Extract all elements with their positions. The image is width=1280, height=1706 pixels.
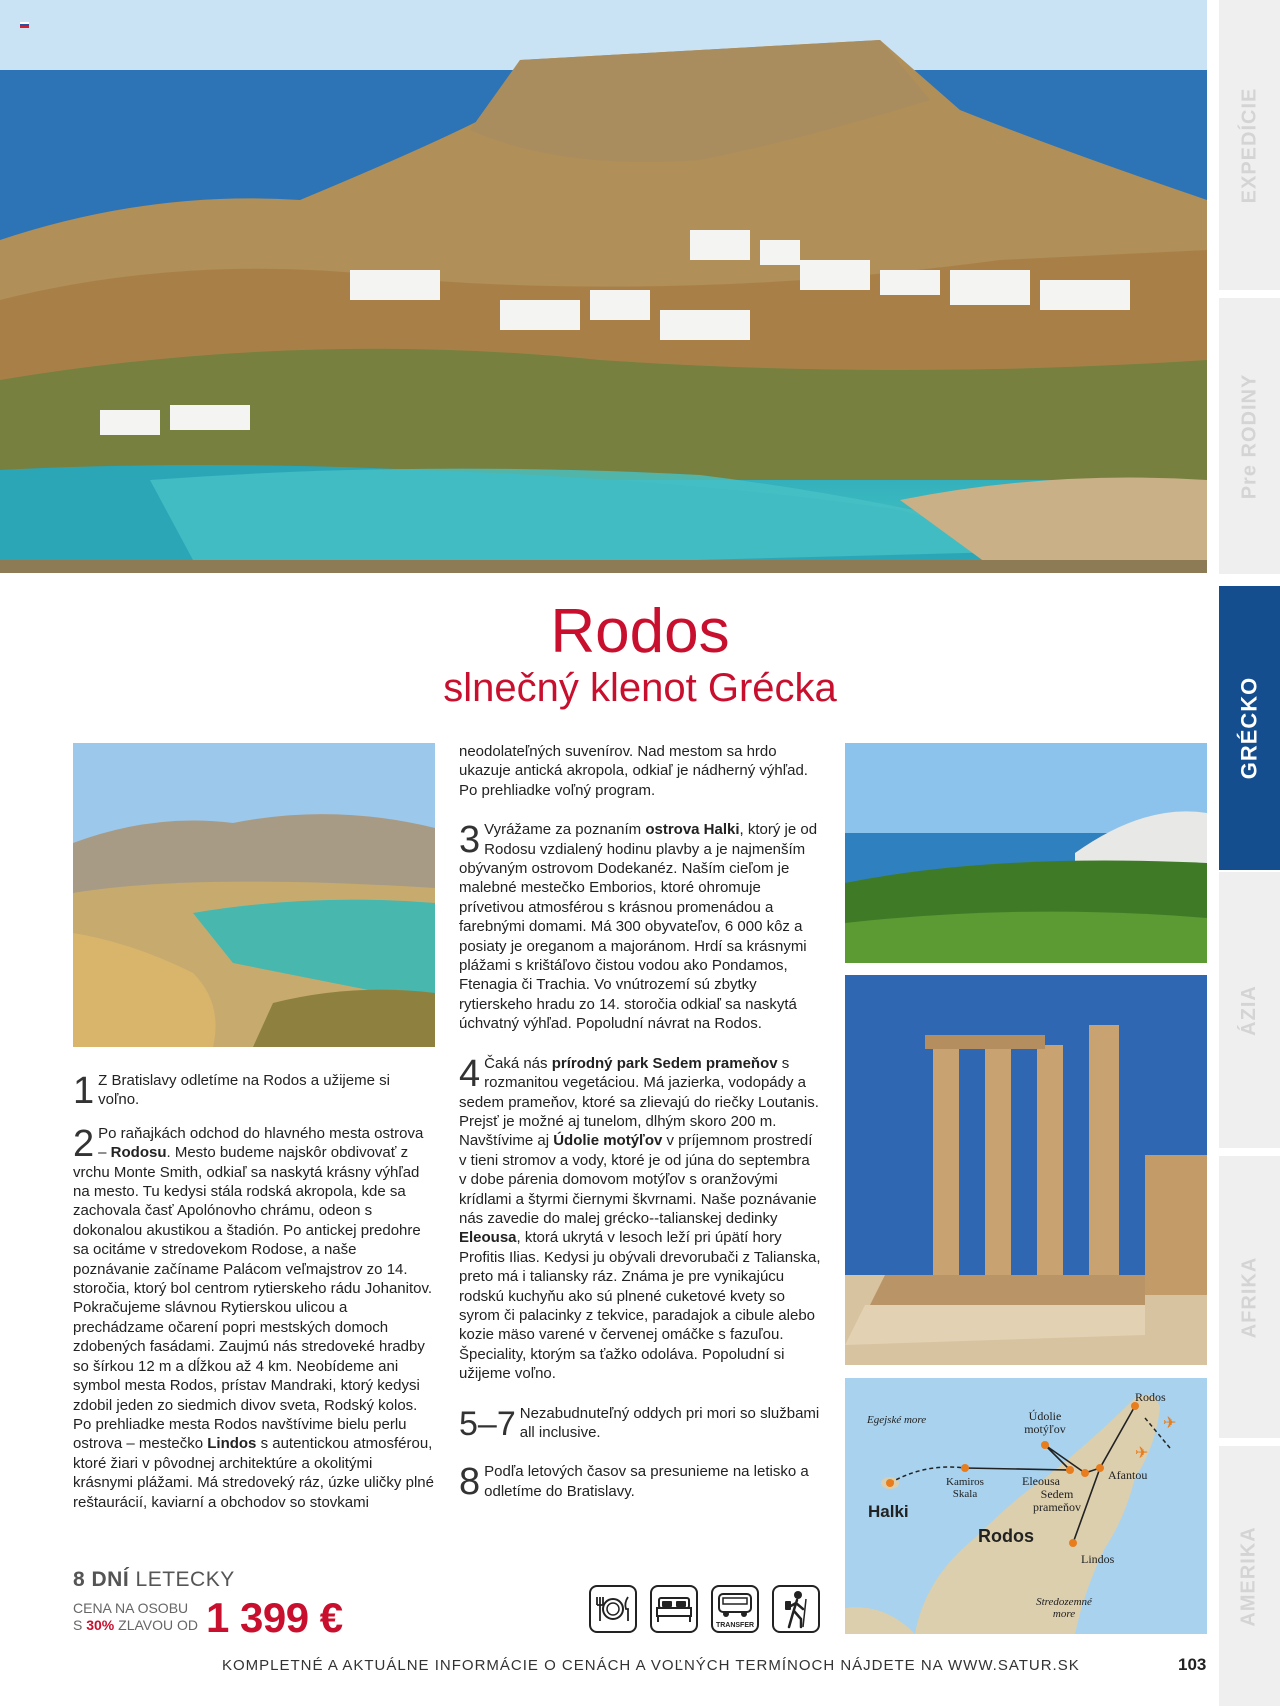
tab-expedicie[interactable]: EXPEDÍCIE bbox=[1219, 0, 1280, 290]
hero-photo-lindos bbox=[0, 0, 1207, 573]
itinerary-day-4: 4 Čaká nás prírodný park Sedem prameňov s rozmanitou vegetáciou. Má jazierka, vodopády a sedem prameňov, ktoré sa zlievajú do riečky Loutanis. Prejsť je možné aj tunelom, dlhým skoro 200 m. Navštívime aj Údolie motýľov v príjemnom prostredí v tieni stromov a vody, ktoré je od júna do septembra v dobe párenia domovom motýľov s oranžovými krídlami a štyrmi čiernymi škvrnami. Naše poznávanie nás zavedie do malej grécko--talianskej dedinky Eleousa, ktorá ukrytá v lesoch leží pri úpätí hory Profitis Ilias. Kedysi ju obývali drevorubači z Talianska, preto má i taliansky ráz. Známa je pre vynikajúcu rodskú kuchyňu ako sú plnené cuketové kvety so syrom či palacinky z tekvice, paradajok a cibule alebo kozie mäso varené v červenej omáčke s fazuľou. Špeciality, ktorým sa ťažko odoláva. Popoludní si užijeme voľno. bbox=[459, 1052, 821, 1383]
map-label-halki: Halki bbox=[868, 1502, 909, 1521]
map-label-rodos-island: Rodos bbox=[978, 1526, 1034, 1546]
route-map bbox=[845, 1378, 1207, 1634]
map-label-udolie: Údolie motýľov bbox=[1024, 1409, 1066, 1436]
meals-icon bbox=[589, 1585, 637, 1633]
tab-azia[interactable]: ÁZIA bbox=[1219, 872, 1280, 1148]
map-label-eleousa: Eleousa bbox=[1022, 1474, 1060, 1488]
itinerary-day-2-continued: neodolateľných suvenírov. Nad mestom sa hrdo ukazuje antická akropola, odkiaľ je nádherný výhľad. Po prehliadke voľný program. bbox=[459, 743, 808, 799]
transfer-bus-icon: TRANSFER bbox=[711, 1585, 759, 1633]
photo-coast bbox=[845, 743, 1207, 963]
page-title: Rodos bbox=[550, 597, 730, 666]
map-label-afantou: Afantou bbox=[1108, 1468, 1148, 1482]
price-value: 1 399 € bbox=[206, 1594, 343, 1641]
map-label-sedem: Sedem prameňov bbox=[1033, 1487, 1081, 1514]
page-number: 103 bbox=[1178, 1655, 1207, 1674]
itinerary-day-5-7: 5–7 Nezabudnuteľný oddych pri mori so službami all inclusive. bbox=[459, 1404, 820, 1443]
tab-afrika[interactable]: AFRIKA bbox=[1219, 1156, 1280, 1438]
tab-pre-rodiny[interactable]: Pre RODINY bbox=[1219, 298, 1280, 574]
trip-duration: 8 DNÍ LETECKY bbox=[73, 1568, 235, 1591]
itinerary-column-2 bbox=[459, 742, 821, 1515]
itinerary-day-8: 8 Podľa letových časov sa presunieme na letisko a odletíme do Bratislavy. bbox=[459, 1461, 809, 1504]
photo-beach bbox=[73, 743, 435, 1047]
svg-text:✈: ✈ bbox=[1135, 1443, 1149, 1462]
price-labels: CENA NA OSOBU S 30% ZLAVOU OD bbox=[73, 1600, 199, 1633]
itinerary-column-1 bbox=[73, 1071, 435, 1526]
hiking-icon bbox=[772, 1585, 820, 1633]
footer-info: KOMPLETNÉ A AKTUÁLNE INFORMÁCIE O CENÁCH A VOĽNÝCH TERMÍNOCH NÁJDETE NA WWW.SATUR.SK bbox=[222, 1657, 1080, 1674]
tab-grecko[interactable]: GRÉCKO bbox=[1219, 586, 1280, 870]
map-label-rodos-city: Rodos bbox=[1135, 1390, 1166, 1404]
itinerary-day-1: 1 Z Bratislavy odletíme na Rodos a užijeme si voľno. bbox=[73, 1070, 390, 1112]
map-label-mediterranean: Stredozemné more bbox=[1036, 1596, 1092, 1620]
page-subtitle: slnečný klenot Grécka bbox=[443, 666, 837, 710]
map-label-aegean: Egejské more bbox=[867, 1414, 927, 1426]
svg-text:✈: ✈ bbox=[1163, 1413, 1177, 1432]
map-label-lindos: Lindos bbox=[1081, 1552, 1115, 1566]
flag-icon bbox=[20, 22, 29, 28]
map-label-kamiros: Kamiros Skala bbox=[946, 1476, 984, 1500]
itinerary-day-3: 3 Vyrážame za poznaním ostrova Halki, ktorý je od Rodosu vzdialený hodinu plavby a je najmenším obývaným ostrovom Dodekanéz. Naším cieľom je malebné mestečko Emborios, ktoré ohromuje prívetivou atmosférou s krásnou promenádou a farebnými domami. Má 300 obyvateľov, 6 000 kôz a posiaty je oreganom a majoránom. Hrdí sa krásnymi plážami s krištáľovo čistou vodou ako Pondamos, Ftenagia či Trachia. Vo vnútrozemí sú zbytky rytierskeho hradu zo 14. storočia odkiaľ sa naskytá úchvatný výhľad. Popoludní návrat na Rodos. bbox=[459, 819, 818, 1033]
photo-temple bbox=[845, 975, 1207, 1365]
tab-amerika[interactable]: AMERIKA bbox=[1219, 1446, 1280, 1706]
itinerary-day-2: 2 Po raňajkách odchod do hlavného mesta ostrova – Rodosu. Mesto budeme najskôr obdivovať z vrchu Monte Smith, odkiaľ sa naskytá krásny výhľad na mesto. Tu kedysi stála rodská akropola, kde sa zachovala časť Apolónovho chrámu, odeon s dokonalou akustikou a štadión. Po antickej predohre sa ocitáme v stredovekom Rodose, a naše poznávanie začíname Palácom veľmajstrov zo 14. storočia, ktorý bol centrom rytierskeho rádu Johanitov. Pokračujeme slávnou Rytierskou ulicou a prechádzame očarení popri mestských domoch zdobených fasádami. Zaujmú nás stredoveké hradby so šírkou 12 m a dĺžkou až 4 km. Neobídeme ani symbol mesta Rodos, prístav Mandraki, ktorý kedysi zdobil jeden zo siedmich divov sveta, Rodský kolos. Po prehliadke mesta Rodos navštívime bielu perlu ostrova – mestečko Lindos s autentickou atmosférou, ktoré žiari v pôvodnej architektúre a okolitými krásnymi plážami. Má stredoveký ráz, úzke uličky plné reštaurácií, kaviarní a obchodov so stovkami bbox=[73, 1122, 434, 1511]
side-navigation bbox=[1219, 0, 1280, 1706]
bed-icon bbox=[650, 1585, 698, 1633]
